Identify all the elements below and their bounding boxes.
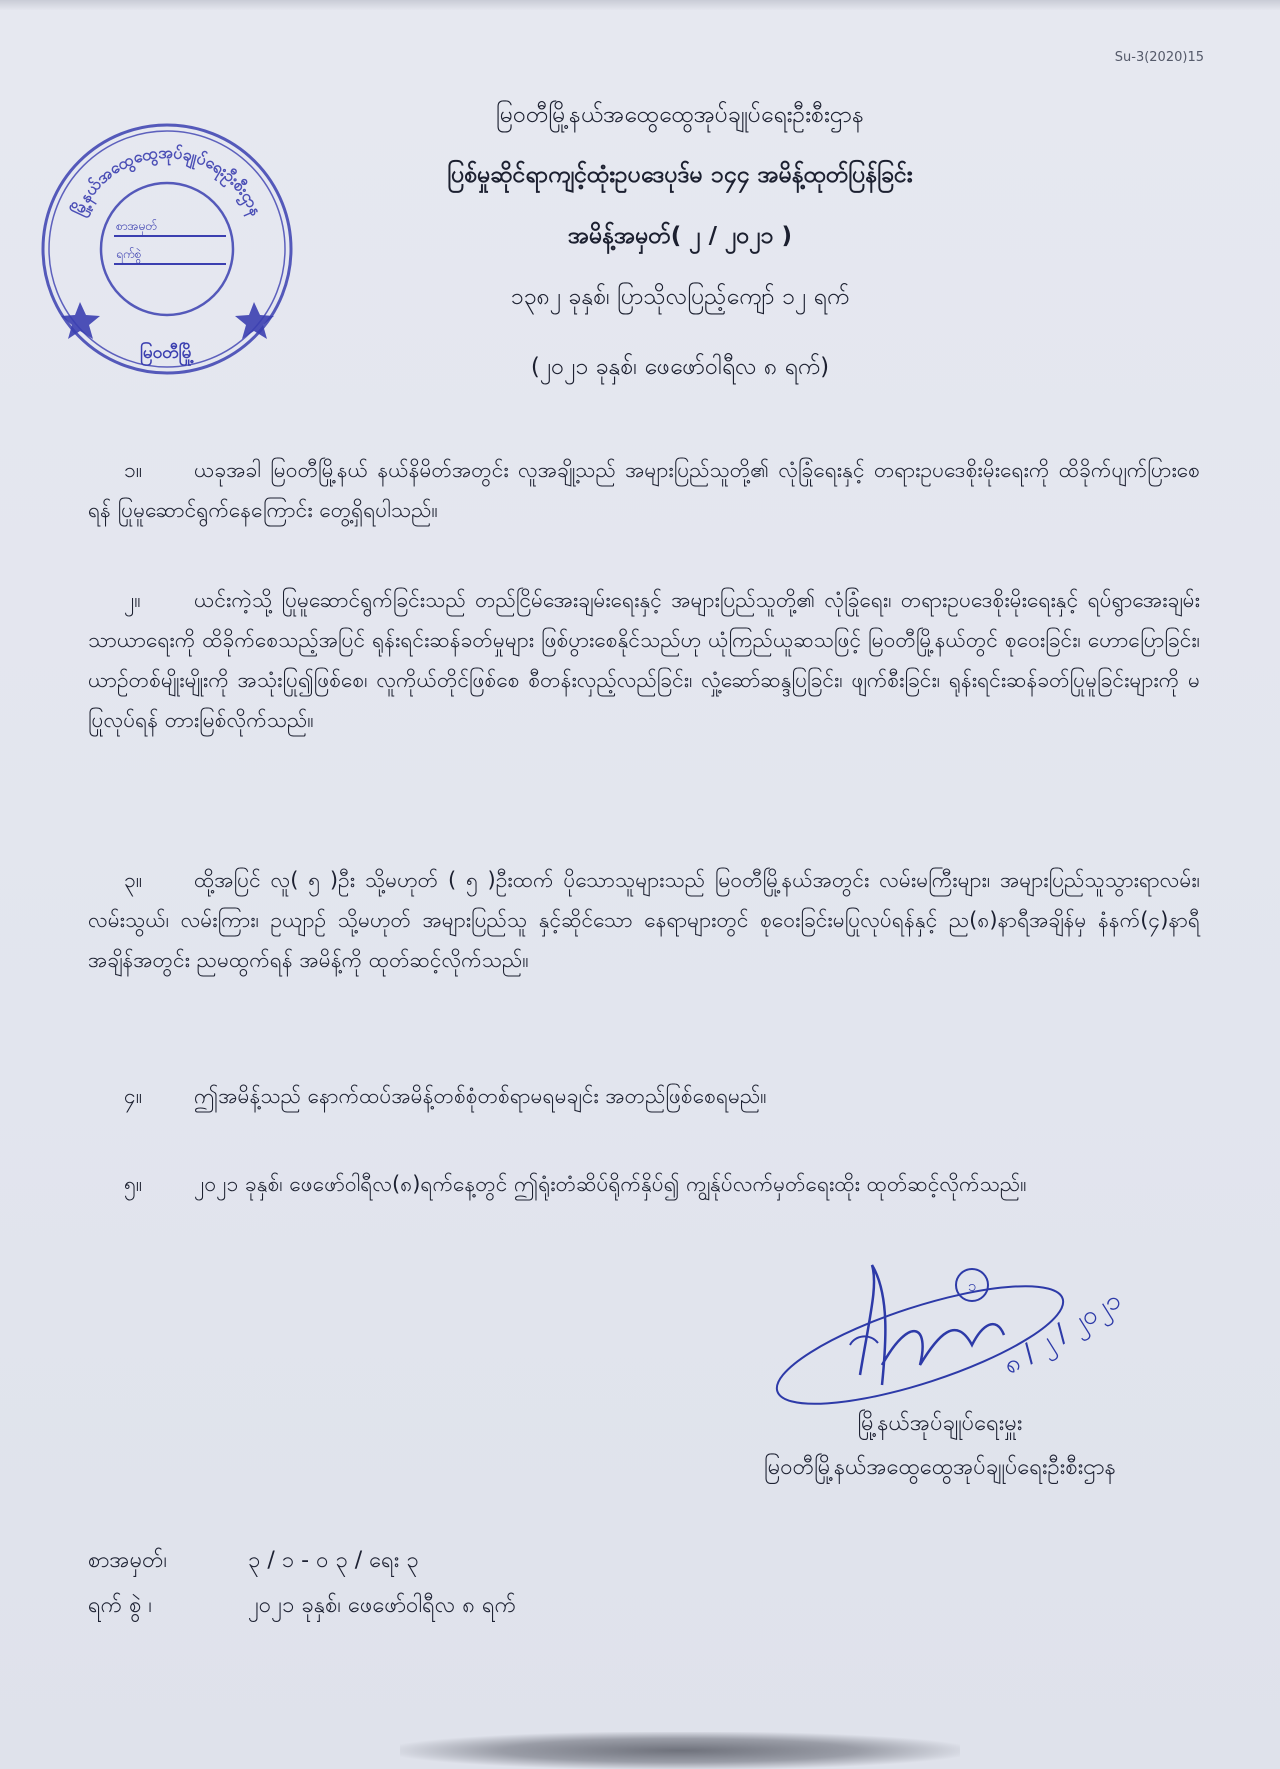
paragraph-text: ယင်းကဲ့သို့ ပြုမူဆောင်ရွက်ခြင်းသည် တည်ငြိမ်အေးချမ်းရေးနှင့် အများပြည်သူတို့၏ လုံခြုံရေး၊ တရားဥပဒေစိုးမိုးရေးနှင့် ရပ်ရွာအေးချမ်းသာယာရေးကို ထိခိုက်စေသည့်အပြင် ရုန်းရင်းဆန်ခတ်မှုများ ဖြစ်ပွားစေနိုင်သည်ဟု ယုံကြည်ယူဆသဖြင့် မြဝတီမြို့နယ်တွင် စုဝေးခြင်း၊ ဟောပြောခြင်း၊ ယာဉ်တစ်မျိုးမျိုးကို အသုံးပြု၍ဖြစ်စေ၊ လူကိုယ်တိုင်ဖြစ်စေ စီတန်းလှည့်လည်ခြင်း၊ လှုံ့ဆော်ဆန္ဒပြခြင်း၊ ဖျက်စီးခြင်း၊ ရုန်းရင်းဆန်ခတ်ပြုမူခြင်းများကို မပြုလုပ်ရန် တားမြစ်လိုက်သည်။ — [88, 588, 1200, 732]
seal-field-1: စာအမှတ် — [116, 219, 158, 233]
header-subject: ပြစ်မှုဆိုင်ရာကျင့်ထုံးဥပဒေပုဒ်မ ၁၄၄ အမိန့်ထုတ်ပြန်ခြင်း — [447, 162, 913, 188]
seal-field-2: ရက်စွဲ — [116, 247, 142, 261]
paragraph-3 — [88, 860, 1200, 980]
handwritten-signature — [760, 1225, 1180, 1435]
official-seal — [36, 118, 298, 380]
paragraph-text: ဤအမိန့်သည် နောက်ထပ်အမိန့်တစ်စုံတစ်ရာမရမချင်း အတည်ဖြစ်စေရမည်။ — [194, 1084, 767, 1108]
signer-office: မြဝတီမြို့နယ်အထွေထွေအုပ်ချုပ်ရေးဦးစီးဌာန — [764, 1455, 1116, 1480]
seal-star-right-icon — [235, 302, 274, 339]
paragraph-text: ထို့အပြင် လူ( ၅ )ဦး သို့မဟုတ် ( ၅ )ဦးထက် ပိုသောသူများသည် မြဝတီမြို့နယ်အတွင်း လမ်းမကြီးများ၊ အများပြည်သူသွားရာလမ်း၊ လမ်းသွယ်၊ လမ်းကြား၊ ဥယျာဉ် သို့မဟုတ် အများပြည်သူ နှင့်ဆိုင်သော နေရာများတွင် စုဝေးခြင်းမပြုလုပ်ရန်နှင့် ည(၈)နာရီအချိန်မှ နံနက်(၄)နာရီအချိန်အတွင်း ညမထွက်ရန် အမိန့်ကို ထုတ်ဆင့်လိုက်သည်။ — [88, 868, 1200, 972]
paragraph-5 — [88, 1164, 1200, 1204]
reference-code: Su-3(2020)15 — [1114, 50, 1204, 65]
footer-date-label: ရက် စွဲ ၊ — [88, 1593, 153, 1618]
page-top-edge — [0, 0, 1280, 10]
footer-reference-row — [88, 1545, 419, 1578]
seal-top-text: မြို့နယ်အထွေထွေအုပ်ချုပ်ရေးဦးစီးဌာန — [68, 142, 266, 219]
paragraph-number: ၄။ — [124, 1084, 143, 1108]
footer-date-value: ၂၀၂၁ ခုနှစ်၊ ဖေဖော်ဝါရီလ ၈ ရက် — [248, 1593, 517, 1618]
paragraph-number: ၅။ — [124, 1172, 143, 1196]
paragraph-text: ၂၀၂၁ ခုနှစ်၊ ဖေဖော်ဝါရီလ(၈)ရက်နေ့တွင် ဤရုံးတံဆိပ်ရိုက်နှိပ်၍ ကျွန်ုပ်လက်မှတ်ရေးထိုး ထုတ်ဆင့်လိုက်သည်။ — [194, 1172, 1027, 1196]
header-order-number: အမိန့်အမှတ်( ၂ / ၂၀၂၁ ) — [567, 223, 793, 249]
header-department: မြဝတီမြို့နယ်အထွေထွေအုပ်ချုပ်ရေးဦးစီးဌာန — [496, 102, 864, 128]
footer-ref-value: ၃ / ၁ - ၀ ၃ / ရေး ၃ — [248, 1548, 419, 1573]
signer-title: မြို့နယ်အုပ်ချုပ်ရေးမှူး — [857, 1411, 1023, 1436]
seal-star-left-icon — [61, 302, 100, 339]
signature-handwritten-date: ၈ / ၂ / ၂၀၂၁ — [997, 1285, 1127, 1381]
page-bottom-shadow — [400, 1732, 960, 1769]
paragraph-2 — [88, 580, 1200, 740]
paragraph-4 — [88, 1076, 1200, 1116]
paragraph-1 — [88, 450, 1200, 530]
signature-circled-number: ၁ — [967, 1277, 977, 1295]
header-gregorian-date: (၂၀၂၁ ခုနှစ်၊ ဖေဖော်ဝါရီလ ၈ ရက်) — [530, 354, 830, 380]
header-myanmar-date: ၁၃၈၂ ခုနှစ်၊ ပြာသိုလပြည့်ကျော် ၁၂ ရက် — [510, 284, 850, 310]
footer-date-row — [88, 1590, 516, 1623]
paragraph-number: ၂။ — [124, 588, 141, 612]
footer-ref-label: စာအမှတ်၊ — [88, 1548, 168, 1573]
paragraph-number: ၃။ — [124, 868, 143, 892]
paragraph-text: ယခုအခါ မြဝတီမြို့နယ် နယ်နိမိတ်အတွင်း လူအချို့သည် အများပြည်သူတို့၏ လုံခြုံရေးနှင့် တရားဥပဒေစိုးမိုးရေးကို ထိခိုက်ပျက်ပြားစေရန် ပြုမူဆောင်ရွက်နေကြောင်း တွေ့ရှိရပါသည်။ — [88, 458, 1200, 522]
paragraph-number: ၁။ — [124, 458, 143, 482]
seal-bottom-text: မြဝတီမြို့ — [140, 343, 194, 363]
